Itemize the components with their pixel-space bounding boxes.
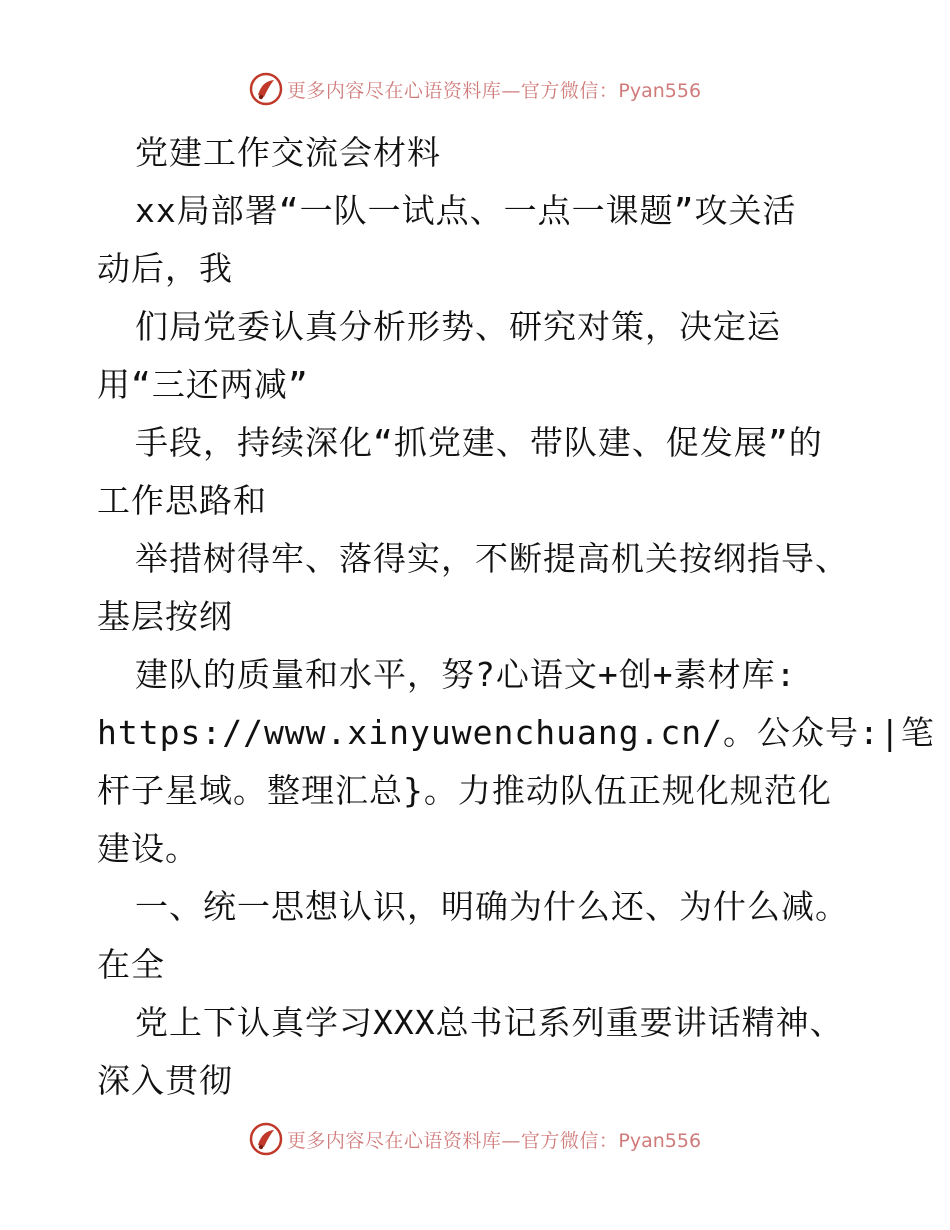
footer-watermark xyxy=(0,1122,950,1156)
text-line: https://www.xinyuwenchuang.cn/。公众号:|笔 xyxy=(97,713,935,752)
text-line: 建队的质量和水平，努?心语文+创+素材库: xyxy=(135,655,797,694)
text-line: 党建工作交流会材料 xyxy=(135,133,441,172)
watermark-text: 更多内容尽在心语资料库—官方微信：Pyan556 xyxy=(286,79,702,102)
text-line: 手段，持续深化“抓党建、带队建、促发展”的 xyxy=(135,423,823,462)
text-line: 举措树得牢、落得实，不断提高机关按纲指导、 xyxy=(135,539,849,578)
document-body xyxy=(97,124,935,1110)
text-line: 们局党委认真分析形势、研究对策，决定运 xyxy=(135,307,781,346)
text-line: xx局部署“一队一试点、一点一课题”攻关活 xyxy=(135,191,797,230)
text-line: 一、统一思想认识，明确为什么还、为什么减。 xyxy=(135,887,849,926)
text-line: 在全 xyxy=(97,945,165,984)
text-line: 工作思路和 xyxy=(97,481,267,520)
text-line: 杆子星域。整理汇总}。力推动队伍正规化规范化 xyxy=(97,771,832,810)
text-line: 建设。 xyxy=(97,829,199,868)
header-watermark xyxy=(0,72,950,106)
text-line: 动后，我 xyxy=(97,249,233,288)
text-line: 用“三还两减” xyxy=(97,365,309,404)
text-line: 基层按纲 xyxy=(97,597,233,636)
brand-logo-icon xyxy=(249,1122,283,1156)
watermark-text: 更多内容尽在心语资料库—官方微信：Pyan556 xyxy=(286,1129,702,1152)
text-line: 党上下认真学习XXX总书记系列重要讲话精神、 xyxy=(135,1003,844,1042)
text-line: 深入贯彻 xyxy=(97,1061,233,1100)
brand-logo-icon xyxy=(249,72,283,106)
